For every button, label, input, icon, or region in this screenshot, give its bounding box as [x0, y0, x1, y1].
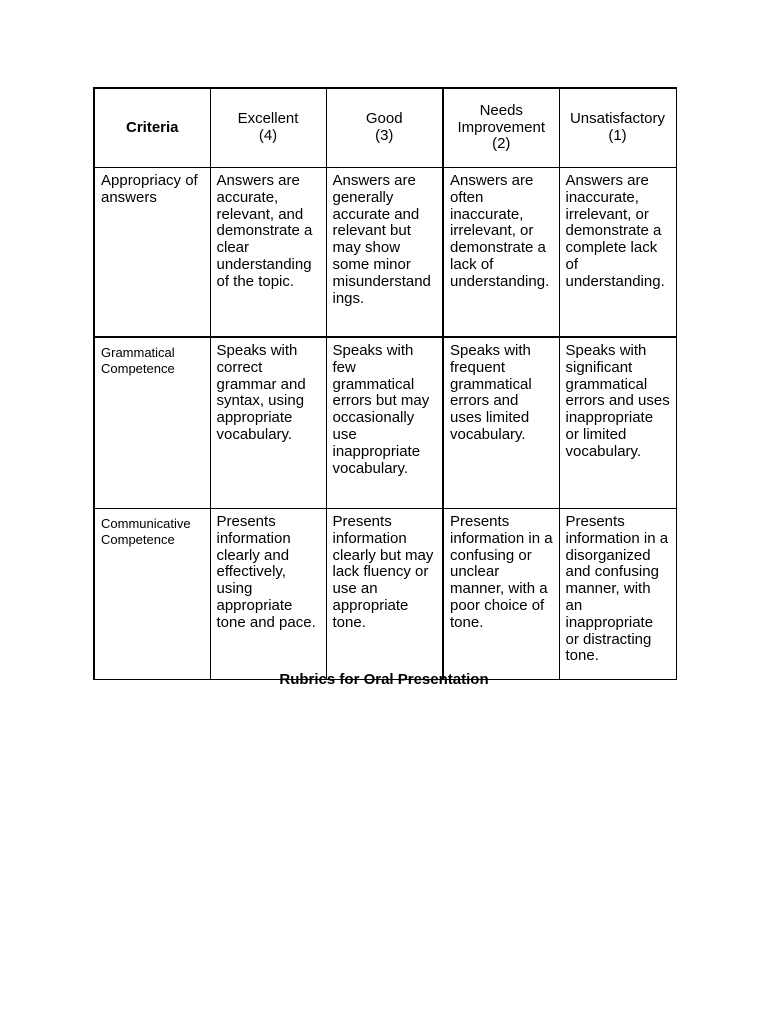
- header-excellent-score: (4): [258, 127, 278, 144]
- good-cell: Speaks with few grammatical errors but may occasionally use inappropriate vocabulary.: [326, 337, 443, 509]
- unsatisfactory-cell: Presents information in a disorganized and confusing manner, with an inappropriate or distracting tone.: [559, 509, 676, 680]
- criterion-cell: Communicative Competence: [94, 509, 210, 680]
- header-good-label: Good: [365, 110, 403, 128]
- header-needs-improvement: [443, 88, 559, 168]
- header-excellent-label: Excellent: [237, 110, 299, 128]
- unsatisfactory-cell: Answers are inaccurate, irrelevant, or demonstrate a complete lack of understanding.: [559, 168, 676, 338]
- criterion-cell: Appropriacy of answers: [94, 168, 210, 338]
- excellent-cell: Presents information clearly and effectively, using appropriate tone and pace.: [210, 509, 326, 680]
- header-needs-label-line1: Needs: [479, 101, 523, 119]
- criterion-cell: Grammatical Competence: [94, 337, 210, 509]
- header-excellent: [210, 88, 326, 168]
- excellent-cell: Answers are accurate, relevant, and demonstrate a clear understanding of the topic.: [210, 168, 326, 338]
- unsatisfactory-cell: Speaks with significant grammatical errors and uses inappropriate or limited vocabulary.: [559, 337, 676, 509]
- table-row: [94, 168, 676, 338]
- header-good: [326, 88, 443, 168]
- table-caption: Rubrics for Oral Presentation: [279, 671, 489, 688]
- header-criteria-label: Criteria: [125, 118, 179, 136]
- header-needs-label-line2: Improvement: [457, 118, 546, 136]
- rubric-table: [93, 87, 677, 680]
- needs-improvement-cell: Presents information in a confusing or unclear manner, with a poor choice of tone.: [443, 509, 559, 680]
- header-needs-score: (2): [492, 135, 511, 153]
- header-good-score: (3): [375, 127, 394, 144]
- header-unsatisfactory-score: (1): [608, 127, 627, 144]
- good-cell: Presents information clearly but may lack fluency or use an appropriate tone.: [326, 509, 443, 680]
- needs-improvement-cell: Speaks with frequent grammatical errors and uses limited vocabulary.: [443, 337, 559, 509]
- header-row: [94, 88, 676, 168]
- needs-improvement-cell: Answers are often inaccurate, irrelevant, or demonstrate a lack of understanding.: [443, 168, 559, 338]
- table-row: [94, 337, 676, 509]
- table-row: [94, 509, 676, 680]
- good-cell: Answers are generally accurate and relevant but may show some minor misunderstand ings.: [326, 168, 443, 338]
- header-unsatisfactory-label: Unsatisfactory: [569, 110, 666, 128]
- excellent-cell: Speaks with correct grammar and syntax, using appropriate vocabulary.: [210, 337, 326, 509]
- header-criteria: [94, 88, 210, 168]
- header-unsatisfactory: [559, 88, 676, 168]
